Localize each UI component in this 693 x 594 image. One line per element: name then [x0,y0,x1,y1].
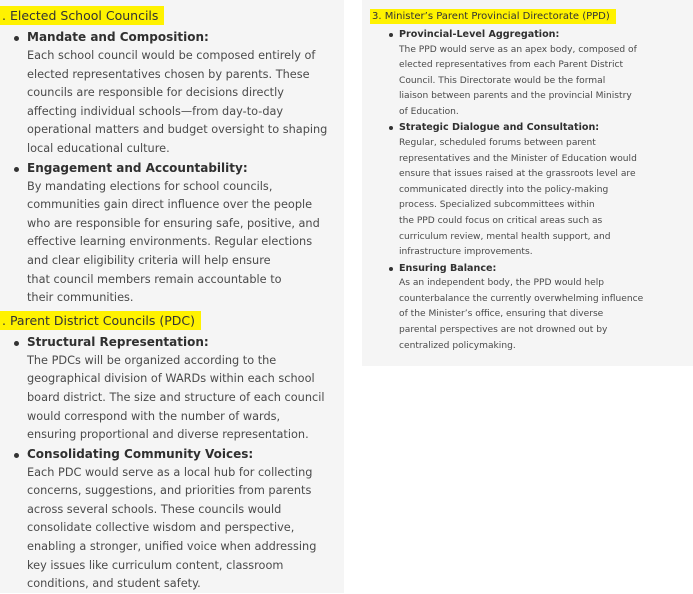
body-line: would correspond with the number of wards, [27,409,281,423]
body-line: enabling a stronger, unified voice when addressing [27,540,317,554]
body-line: key issues like curriculum content, classroom [27,558,284,572]
bullet-icon [14,36,19,41]
body-line: The PDCs will be organized according to the [27,353,277,367]
body-line: communicated directly into the policy-making [399,184,609,195]
body-line: and clear eligibility criteria will help ensure [27,253,271,267]
item-body [399,43,687,121]
bullet-icon [14,341,19,346]
body-line: councils are responsible for decisions directly [27,86,284,100]
item-body [27,178,338,308]
list-item [370,261,687,354]
body-line: who are responsible for ensuring safe, positive, and [27,216,320,230]
body-line: By mandating elections for school councils, [27,179,273,193]
bullet-list [0,28,338,308]
item-body [27,47,338,159]
item-title: Provincial-Level Aggregation: [399,29,560,40]
bullet-list [0,333,338,594]
list-item [370,120,687,260]
item-title: Consolidating Community Voices: [27,446,254,461]
body-line: counterbalance the currently overwhelming influence [399,293,644,304]
body-line: representatives and the Minister of Education would [399,153,637,164]
body-line: concerns, suggestions, and priorities from parents [27,484,312,498]
body-line: Council. This Directorate would be the formal [399,75,606,86]
list-item [0,333,338,445]
body-line: communities gain direct influence over the people [27,198,313,212]
body-line: liaison between parents and the provincial Ministry [399,91,632,102]
body-line: across several schools. These councils would [27,502,282,516]
list-item [0,28,338,159]
item-title: Structural Representation: [27,334,209,349]
body-line: board district. The size and structure of each council [27,390,325,404]
bullet-icon [389,33,393,37]
item-title: Mandate and Composition: [27,30,209,44]
bullet-icon [389,126,393,130]
body-line: that council members remain accountable to [27,272,282,286]
right-column [362,0,693,366]
body-line: the PPD could focus on critical areas such as [399,215,603,226]
item-title: Strategic Dialogue and Consultation: [399,122,600,134]
body-line: infrastructure improvements. [399,247,533,258]
body-line: their communities. [27,291,134,305]
body-line: Each PDC would serve as a local hub for collecting [27,465,313,479]
bullet-icon [14,167,19,172]
body-line: parental perspectives are not drowned out by [399,325,608,335]
item-title: Ensuring Balance: [399,262,497,274]
body-line: Regular, scheduled forums between parent [399,137,596,148]
list-item [0,445,338,594]
body-line: ensuring proportional and diverse representation. [27,428,309,442]
bullet-icon [389,267,393,271]
item-body [27,352,338,445]
body-line: As an independent body, the PPD would help [399,278,605,289]
section-heading: 3. Minister’s Parent Provincial Directorate (PPD) [370,9,616,24]
bullet-list [370,27,687,354]
body-line: effective learning environments. Regular elections [27,235,313,249]
body-line: operational matters and budget oversight to shaping [27,123,328,137]
body-line: of Education. [399,106,459,117]
body-line: process. Specialized subcommittees within [399,200,595,211]
body-line: affecting individual schools—from day-to-day [27,104,284,118]
item-body [399,276,687,354]
section-heading: . Elected School Councils [0,6,164,25]
body-line: curriculum review, mental health support, and [399,231,611,242]
item-title: Engagement and Accountability: [27,160,248,175]
body-line: elected representatives chosen by parents. These [27,67,310,81]
body-line: Each school council would be composed entirely of [27,49,316,62]
section-heading: . Parent District Councils (PDC) [0,311,201,330]
body-line: geographical division of WARDs within each school [27,372,315,386]
body-line: The PPD would serve as an apex body, composed of [399,44,637,55]
left-column [0,0,344,593]
list-item [0,159,338,308]
body-line: ensure that issues raised at the grassroots level are [399,169,636,180]
body-line: local educational culture. [27,141,170,155]
body-line: consolidate collective wisdom and perspective, [27,521,295,535]
body-line: centralized policymaking. [399,340,516,351]
item-body [27,464,338,594]
bullet-icon [14,453,19,458]
body-line: of the Minister’s office, ensuring that diverse [399,309,604,320]
list-item [370,27,687,120]
body-line: conditions, and student safety. [27,577,201,591]
body-line: elected representatives from each Parent District [399,60,624,71]
item-body [399,136,687,261]
